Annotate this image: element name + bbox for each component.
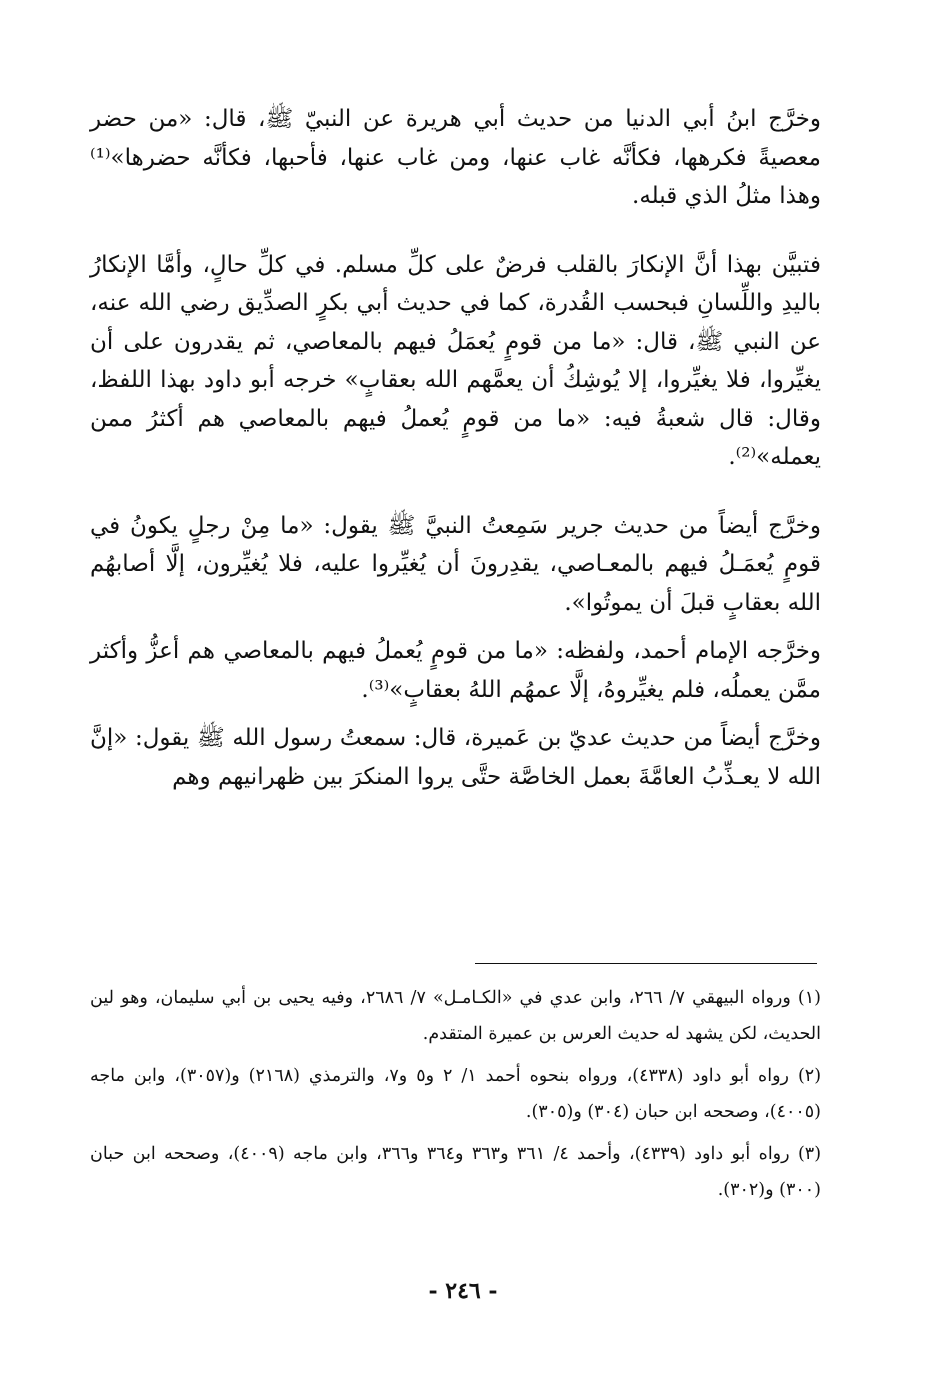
paragraph: وخرَّج أيضاً من حديث عديّ بن عَميرة، قال: سمعتُ رسول الله ﷺ يقول: «إنَّ الله لا يعـذِّبُ العامَّةَ بعمل الخاصَّة حتَّى يروا المنكرَ بين ظهرانيهم وهم xyxy=(90,725,821,790)
paragraph: وخرَّجه الإمام أحمد، ولفظه: «ما من قومٍ يُعملُ فيهم بالمعاصي هم أعزُّ وأكثر ممَّن يعملُه، فلم يغيِّروهُ، إلَّا عمهُم اللهُ بعقابٍ»⁽³⁾. xyxy=(90,638,821,703)
footnotes xyxy=(90,980,821,1214)
footnote: (٣) رواه أبو داود (٤٣٣٩)، وأحمد ٤/ ٣٦١ و٣٦٣ و٣٦٤ و٣٦٦، وابن ماجه (٤٠٠٩)، وصححه ابن حبان (٣٠٠) و(٣٠٢). xyxy=(90,1144,822,1200)
paragraph: فتبيَّن بهذا أنَّ الإنكارَ بالقلب فرضٌ على كلِّ مسلم. في كلِّ حالٍ، وأمَّا الإنكارُ باليدِ واللِّسانِ فبحسب القُدرة، كما في حديث أبي بكرٍ الصدِّيق رضي الله عنه، عن النبي ﷺ، قال: «ما من قومٍ يُعمَلُ فيهم بالمعاصي، ثم يقدرون على أن يغيِّروا، فلا يغيِّروا، إلا يُوشِكُ أن يعمَّهم الله بعقابٍ» خرجه أبو داود بهذا اللفظ، وقال: قال شعبةُ فيه: «ما من قومٍ يُعملُ فيهم بالمعاصي هم أكثرُ ممن يعمله»⁽²⁾. xyxy=(90,251,821,470)
page-number: - ٢٤٦ - xyxy=(428,1278,498,1304)
paragraph: وخرَّج ابنُ أبي الدنيا من حديث أبي هريرة عن النبيّ ﷺ، قال: «من حضر معصيةً فكرهها، فكأنَّه غاب عنها، ومن غاب عنها، فأحبها، فكأنَّه حضرها»⁽¹⁾ وهذا مثلُ الذي قبله. xyxy=(90,106,821,209)
footnote: (١) ورواه البيهقي ٧/ ٢٦٦، وابن عدي في «الكـامـل» ٧/ ٢٦٨٦، وفيه يحيى بن أبي سليمان، وهو لين الحديث، لكن يشهد له حديث العرس بن عميرة المتقدم. xyxy=(90,988,821,1044)
footnote-separator xyxy=(475,963,817,964)
footnote: (٢) رواه أبو داود (٤٣٣٨)، ورواه بنحوه أحمد ١/ ٢ و٥ و٧، والترمذي (٢١٦٨) و(٣٠٥٧)، وابن ماجه (٤٠٠٥)، وصححه ابن حبان (٣٠٤) و(٣٠٥). xyxy=(90,1066,822,1122)
paragraph: وخرَّج أيضاً من حديث جرير سَمِعتُ النبيَّ ﷺ يقول: «ما مِنْ رجلٍ يكونُ في قومٍ يُعمَـلُ فيهم بالمعـاصي، يقدِرونَ أن يُغيِّروا عليه، فلا يُغيِّرون، إلَّا أصابهُم الله بعقابٍ قبلَ أن يموتُوا». xyxy=(90,512,821,616)
body-text xyxy=(90,100,821,796)
